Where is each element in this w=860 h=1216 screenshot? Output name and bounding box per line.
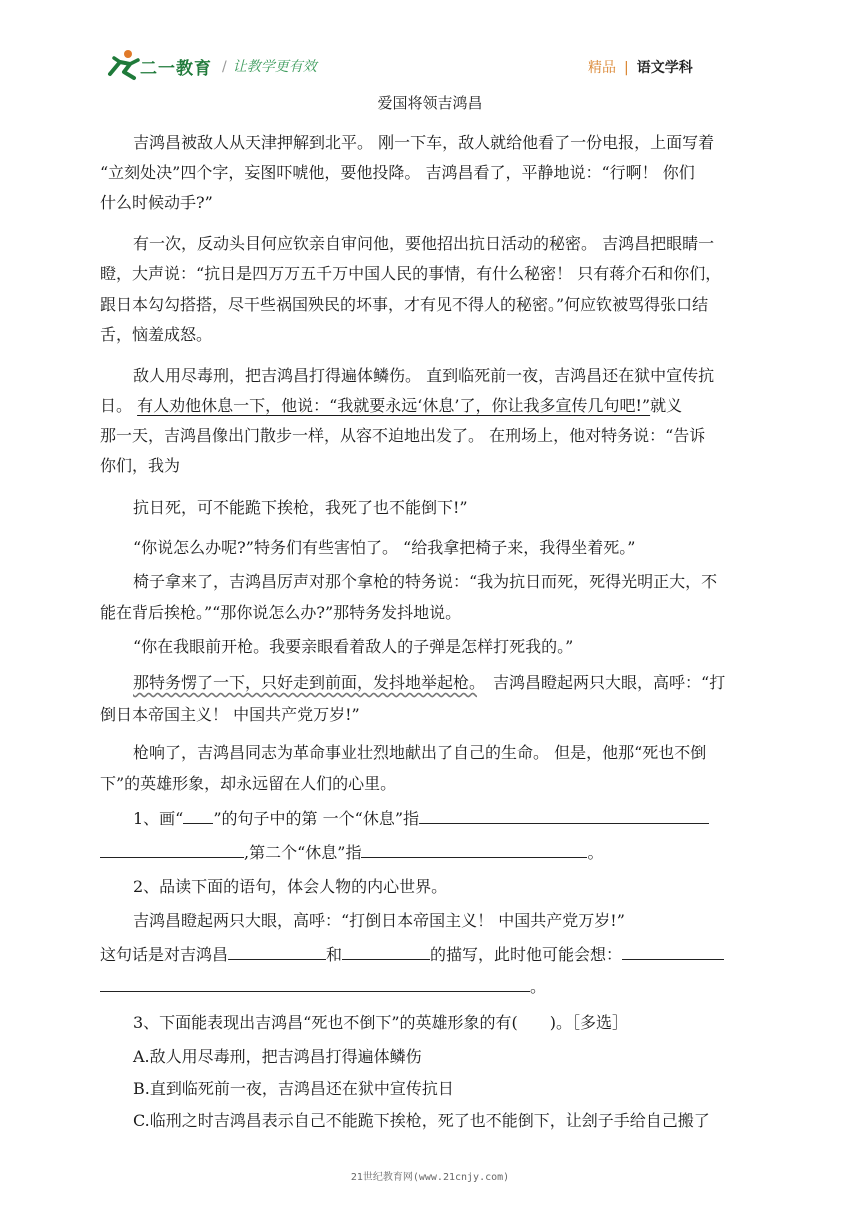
answer-blank[interactable] xyxy=(100,973,530,992)
answer-blank[interactable] xyxy=(100,839,244,858)
passage-line: 下”的英雄形象，却永远留在人们的心里。 xyxy=(100,774,397,793)
passage-line: 什么时候动手?” xyxy=(100,193,213,212)
underlined-sentence: 有人劝他休息一下，他说：“我就要永远‘休息’了，你让我多宣传几句吧!” xyxy=(137,396,651,415)
answer-blank[interactable] xyxy=(228,941,326,960)
q1-text: 1、画“ xyxy=(133,809,184,828)
text-span: 就义 xyxy=(650,396,683,415)
sample-underline xyxy=(183,805,213,824)
runner-logo-icon xyxy=(104,48,142,82)
passage-line: 抗日死，可不能跪下挨枪，我死了也不能倒下!” xyxy=(133,498,468,517)
answer-blank[interactable] xyxy=(622,941,724,960)
question-1-line xyxy=(100,804,797,833)
page-header xyxy=(0,0,860,100)
passage-line: “立刻处决”四个字，妄图吓唬他，要他投降。 吉鸿昌看了，平静地说：“行啊！ 你们 xyxy=(100,163,695,182)
subject-label: 语文学科 xyxy=(636,60,693,76)
passage-line: 瞪，大声说：“抗日是四万万五千万中国人民的事情，有什么秘密！ 只有蒋介石和你们， xyxy=(100,264,722,283)
passage-line: 跟日本勾勾搭搭，尽干些祸国殃民的坏事，才有见不得人的秘密。”何应钦被骂得张口结 xyxy=(100,295,709,314)
logo-text: 二一教育 xyxy=(140,59,212,79)
q2-text: 和 xyxy=(326,945,343,964)
passage-line: 枪响了，吉鸿昌同志为革命事业壮烈地献出了自己的生命。 但是，他那“死也不倒 xyxy=(133,743,707,762)
text-span: 日。 xyxy=(100,396,133,415)
q1-text: ”的句子中的第 一个“休息”指 xyxy=(213,809,420,828)
passage-title: 爱国将领吉鸿昌 xyxy=(377,94,483,112)
slogan-text: 让教学更有效 xyxy=(232,59,317,75)
option-c: C.临刑之时吉鸿昌表示自己不能跪下挨枪，死了也不能倒下，让刽子手给自己搬了 xyxy=(133,1111,710,1130)
quality-label: 精品 xyxy=(588,60,616,76)
passage-line xyxy=(100,391,764,420)
option-b: B.直到临死前一夜，吉鸿昌还在狱中宣传抗日 xyxy=(133,1079,454,1098)
passage-line: 有一次，反动头目何应钦亲自审问他，要他招出抗日活动的秘密。 吉鸿昌把眼睛一 xyxy=(133,234,715,253)
question-3-title: 3、下面能表现出吉鸿昌“死也不倒下”的英雄形象的有( )。［多选］ xyxy=(133,1013,629,1032)
q1-text: ,第二个“休息”指 xyxy=(244,843,362,862)
answer-blank[interactable] xyxy=(342,941,430,960)
passage-line: 吉鸿昌被敌人从天津押解到北平。 刚一下车，敌人就给他看了一份电报，上面写着 xyxy=(133,133,715,152)
passage-line xyxy=(100,668,797,697)
wavy-underlined-sentence: 那特务愣了一下，只好走到前面，发抖地举起枪。 xyxy=(133,673,478,692)
q2-text: 这句话是对吉鸿昌 xyxy=(100,945,229,964)
answer-blank[interactable] xyxy=(419,805,709,824)
q1-text: 。 xyxy=(587,843,604,862)
question-2-line xyxy=(100,972,764,1001)
passage-line: 那一天，吉鸿昌像出门散步一样，从容不迫地出发了。 在刑场上，他对特务说：“告诉 xyxy=(100,426,706,445)
passage-line: 倒日本帝国主义！ 中国共产党万岁!” xyxy=(100,705,360,724)
question-2-quote: 吉鸿昌瞪起两只大眼，高呼：“打倒日本帝国主义！ 中国共产党万岁!” xyxy=(133,911,625,930)
q2-text: 的描写，此时他可能会想： xyxy=(430,945,623,964)
page-footer: 21世纪教育网(www.21cnjy.com) xyxy=(350,1172,510,1183)
q2-text: 。 xyxy=(530,977,547,996)
text-span: 吉鸿昌瞪起两只大眼，高呼：“打 xyxy=(493,673,726,692)
header-right: 精品 | 语文学科 xyxy=(588,60,693,76)
passage-line: “你说怎么办呢?”特务们有些害怕了。 “给我拿把椅子来，我得坐着死。” xyxy=(133,538,636,557)
passage-line: 舌，恼羞成怒。 xyxy=(100,325,213,344)
passage-line: 你们，我为 xyxy=(100,456,181,475)
logo xyxy=(104,48,212,82)
question-2-line xyxy=(100,940,764,969)
question-2-title: 2、品读下面的语句，体会人物的内心世界。 xyxy=(133,877,448,896)
passage-line: 敌人用尽毒刑，把吉鸿昌打得遍体鳞伤。 直到临死前一夜，吉鸿昌还在狱中宣传抗 xyxy=(133,366,715,385)
question-1-line xyxy=(100,838,764,867)
passage-line: “你在我眼前开枪。我要亲眼看着敌人的子弹是怎样打死我的。” xyxy=(133,637,574,656)
slogan: / 让教学更有效 xyxy=(222,59,317,75)
option-a: A.敌人用尽毒刑，把吉鸿昌打得遍体鳞伤 xyxy=(133,1047,422,1066)
answer-blank[interactable] xyxy=(361,839,587,858)
passage-line: 椅子拿来了，吉鸿昌厉声对那个拿枪的特务说：“我为抗日而死，死得光明正大，不 xyxy=(133,572,718,591)
passage-line: 能在背后挨枪。”“那你说怎么办?”那特务发抖地说。 xyxy=(100,603,462,622)
